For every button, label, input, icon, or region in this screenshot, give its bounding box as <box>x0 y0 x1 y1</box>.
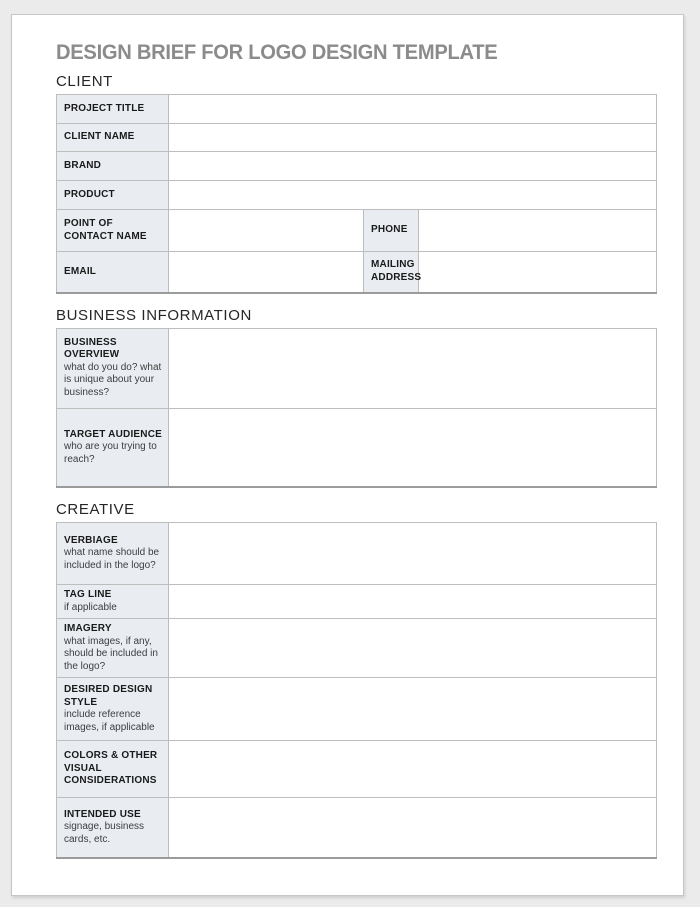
field-label-tag-line: TAG LINE if applicable <box>57 585 169 619</box>
field-label-intended-use: INTENDED USE signage, business cards, etc. <box>57 798 169 858</box>
table-row <box>57 328 657 408</box>
business-information-table <box>56 328 657 489</box>
field-value-phone[interactable] <box>419 210 657 252</box>
field-label-target-audience: TARGET AUDIENCE who are you trying to reach? <box>57 408 169 487</box>
table-row <box>57 408 657 487</box>
field-label-point-of-contact-name: POINT OF CONTACT NAME <box>57 210 169 252</box>
field-value-product[interactable] <box>169 181 657 210</box>
field-value-mailing-address[interactable] <box>419 252 657 293</box>
field-value-point-of-contact-name[interactable] <box>169 210 364 252</box>
field-label-brand: BRAND <box>57 152 169 181</box>
field-value-project-title[interactable] <box>169 95 657 124</box>
field-label-colors-and-other-visual-considerations: COLORS & OTHER VISUAL CONSIDERATIONS <box>57 741 169 798</box>
field-label-mailing-address: MAILING ADDRESS <box>364 252 419 293</box>
field-value-verbiage[interactable] <box>169 523 657 585</box>
table-row <box>57 252 657 293</box>
field-label-email: EMAIL <box>57 252 169 293</box>
field-value-desired-design-style[interactable] <box>169 678 657 741</box>
field-value-email[interactable] <box>169 252 364 293</box>
field-label-product: PRODUCT <box>57 181 169 210</box>
field-value-brand[interactable] <box>169 152 657 181</box>
table-row <box>57 181 657 210</box>
field-value-client-name[interactable] <box>169 124 657 152</box>
table-row <box>57 798 657 858</box>
table-row <box>57 210 657 252</box>
section-heading-client: CLIENT <box>56 73 113 90</box>
field-label-desired-design-style: DESIRED DESIGN STYLE include reference images, if applicable <box>57 678 169 741</box>
client-table <box>56 94 657 294</box>
document-page <box>11 14 684 896</box>
field-value-imagery[interactable] <box>169 619 657 678</box>
table-row <box>57 619 657 678</box>
table-row <box>57 152 657 181</box>
section-heading-business-information: BUSINESS INFORMATION <box>56 306 252 324</box>
field-label-project-title: PROJECT TITLE <box>57 95 169 124</box>
field-label-imagery: IMAGERY what images, if any, should be included in the logo? <box>57 619 169 678</box>
page-title: DESIGN BRIEF FOR LOGO DESIGN TEMPLATE <box>56 41 498 64</box>
field-label-verbiage: VERBIAGE what name should be included in the logo? <box>57 523 169 585</box>
field-label-business-overview: BUSINESS OVERVIEW what do you do? what is unique about your business? <box>57 328 169 408</box>
field-value-business-overview[interactable] <box>169 328 657 408</box>
table-row <box>57 95 657 124</box>
field-label-phone: PHONE <box>364 210 419 252</box>
table-row <box>57 678 657 741</box>
field-value-tag-line[interactable] <box>169 585 657 619</box>
field-value-intended-use[interactable] <box>169 798 657 858</box>
table-row <box>57 523 657 585</box>
field-value-colors-and-other-visual-considerations[interactable] <box>169 741 657 798</box>
table-row <box>57 741 657 798</box>
field-label-client-name: CLIENT NAME <box>57 124 169 152</box>
table-row <box>57 585 657 619</box>
section-heading-creative: CREATIVE <box>56 501 135 518</box>
table-row <box>57 124 657 152</box>
field-value-target-audience[interactable] <box>169 408 657 487</box>
creative-table <box>56 522 657 859</box>
